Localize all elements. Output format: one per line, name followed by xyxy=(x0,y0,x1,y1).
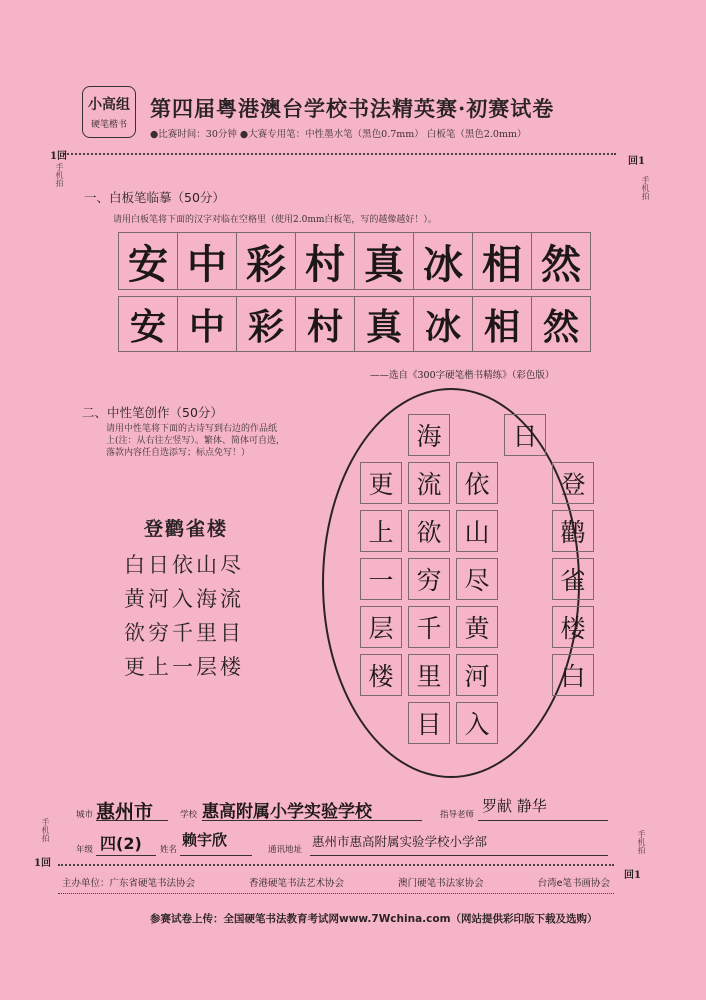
char-cell: 村 xyxy=(295,232,355,290)
section1-instruction: 请用白板笔将下面的汉字对临在空格里（使用2.0mm白板笔，写的越像越好！）。 xyxy=(113,215,437,225)
grid-char-cell: 上 xyxy=(360,510,402,552)
grid-char-cell: 层 xyxy=(360,606,402,648)
char-cell: 安 xyxy=(118,232,178,290)
grid-char-cell: 山 xyxy=(456,510,498,552)
grid-char-cell: 入 xyxy=(456,702,498,744)
teacher-label: 指导老师 xyxy=(440,810,475,820)
group-style: 硬笔楷书 xyxy=(90,120,127,130)
footer-divider xyxy=(58,893,614,894)
top-left-mark: 1回 xyxy=(50,151,67,162)
grid-char-cell: 黄 xyxy=(456,606,498,648)
organizer-prefix: 主办单位：广东省硬笔书法协会 xyxy=(62,878,196,889)
grid-char-cell: 鹳 xyxy=(552,510,594,552)
char-cell: 真 xyxy=(354,232,414,290)
group-badge xyxy=(82,86,136,138)
bottom-left-mark: 1回 xyxy=(34,858,51,869)
poem-line: 欲穷千里目 xyxy=(124,621,244,645)
instruction-line: 落款内容任自选添写；标点免写！） xyxy=(106,448,251,458)
grid-char-cell: 里 xyxy=(408,654,450,696)
grade-label: 年级 xyxy=(76,845,94,855)
grid-char-cell: 欲 xyxy=(408,510,450,552)
upload-footer: 参赛试卷上传：全国硬笔书法教育考试网www.7Wchina.com（网站提供彩印版下载及选购） xyxy=(150,913,598,925)
top-right-note: 手机拍 xyxy=(641,176,650,200)
grid-char-cell: 千 xyxy=(408,606,450,648)
model-row xyxy=(118,232,590,290)
grid-char-cell: 目 xyxy=(408,702,450,744)
poem-title: 登鹳雀楼 xyxy=(144,518,229,540)
address-label: 通讯地址 xyxy=(268,845,303,855)
char-cell: 中 xyxy=(177,296,237,352)
section2-instruction xyxy=(106,423,285,459)
organizer: 台湾e笔书画协会 xyxy=(537,878,610,889)
char-cell: 相 xyxy=(472,296,532,352)
instruction-line: 请用中性笔将下面的古诗写到右边的作品纸 xyxy=(106,424,278,434)
section2-title: 二、中性笔创作（50分） xyxy=(82,405,223,420)
contest-info: ●比赛时间：30分钟 ●大赛专用笔：中性墨水笔（黑色0.7mm） 白板笔（黑色2.0mm） xyxy=(150,129,527,140)
grid-char-cell: 白 xyxy=(552,654,594,696)
city-value: 惠州市 xyxy=(96,801,154,823)
copy-grid xyxy=(118,232,590,352)
grade-value: 四(2) xyxy=(100,834,142,853)
address-underline xyxy=(310,855,608,856)
name-value: 赖宇欣 xyxy=(182,831,228,849)
address-value: 惠州市惠高附属实验学校小学部 xyxy=(312,834,488,849)
source-credit: ——选自《300字硬笔楷书精练》（彩色版） xyxy=(370,370,555,381)
bottom-left-note: 手机拍 xyxy=(41,818,50,842)
grid-char-cell: 更 xyxy=(360,462,402,504)
char-cell: 彩 xyxy=(236,296,296,352)
grid-char-cell: 雀 xyxy=(552,558,594,600)
char-cell: 安 xyxy=(118,296,178,352)
poem-line: 更上一层楼 xyxy=(124,655,244,679)
grid-char-cell: 日 xyxy=(504,414,546,456)
teacher-value: 罗献 静华 xyxy=(482,797,547,815)
school-value: 惠高附属小学实验学校 xyxy=(202,802,372,822)
bottom-right-note: 手机拍 xyxy=(637,830,646,854)
city-label: 城市 xyxy=(76,810,94,820)
form-divider xyxy=(58,864,614,866)
organizers xyxy=(62,875,610,889)
header-divider xyxy=(64,153,616,155)
grid-char-cell: 尽 xyxy=(456,558,498,600)
grid-char-cell: 流 xyxy=(408,462,450,504)
bottom-right-mark: 回1 xyxy=(624,870,641,881)
city-underline xyxy=(96,820,168,821)
school-label: 学校 xyxy=(180,810,198,820)
school-underline xyxy=(202,820,422,821)
poem-line: 黄河入海流 xyxy=(124,587,244,611)
char-cell: 冰 xyxy=(413,296,473,352)
grid-char-cell: 楼 xyxy=(552,606,594,648)
poem-line: 白日依山尽 xyxy=(124,553,244,577)
practice-row xyxy=(118,296,590,352)
name-underline xyxy=(180,855,252,856)
char-cell: 彩 xyxy=(236,232,296,290)
organizer: 澳门硬笔书法家协会 xyxy=(398,878,484,889)
char-cell: 中 xyxy=(177,232,237,290)
char-cell: 冰 xyxy=(413,232,473,290)
name-label: 姓名 xyxy=(160,845,178,855)
group-name: 小高组 xyxy=(88,97,130,113)
char-cell: 然 xyxy=(531,296,591,352)
grid-char-cell: 穷 xyxy=(408,558,450,600)
top-left-note: 手机拍 xyxy=(55,163,64,187)
grid-char-cell: 楼 xyxy=(360,654,402,696)
char-cell: 村 xyxy=(295,296,355,352)
grade-underline xyxy=(96,855,156,856)
grid-char-cell: 河 xyxy=(456,654,498,696)
teacher-underline xyxy=(478,820,608,821)
section1-title: 一、白板笔临摹（50分） xyxy=(84,190,225,205)
grid-char-cell: 一 xyxy=(360,558,402,600)
poem-text xyxy=(124,548,244,684)
instruction-line: 上(注：从右往左竖写）。繁体、简体可自选， xyxy=(106,436,286,446)
grid-char-cell: 海 xyxy=(408,414,450,456)
organizer: 香港硬笔书法艺术协会 xyxy=(249,878,345,889)
grid-char-cell: 登 xyxy=(552,462,594,504)
top-right-mark: 回1 xyxy=(628,156,645,167)
char-cell: 然 xyxy=(531,232,591,290)
paper-title: 第四届粤港澳台学校书法精英赛·初赛试卷 xyxy=(150,96,555,121)
char-cell: 真 xyxy=(354,296,414,352)
char-cell: 相 xyxy=(472,232,532,290)
grid-char-cell: 依 xyxy=(456,462,498,504)
